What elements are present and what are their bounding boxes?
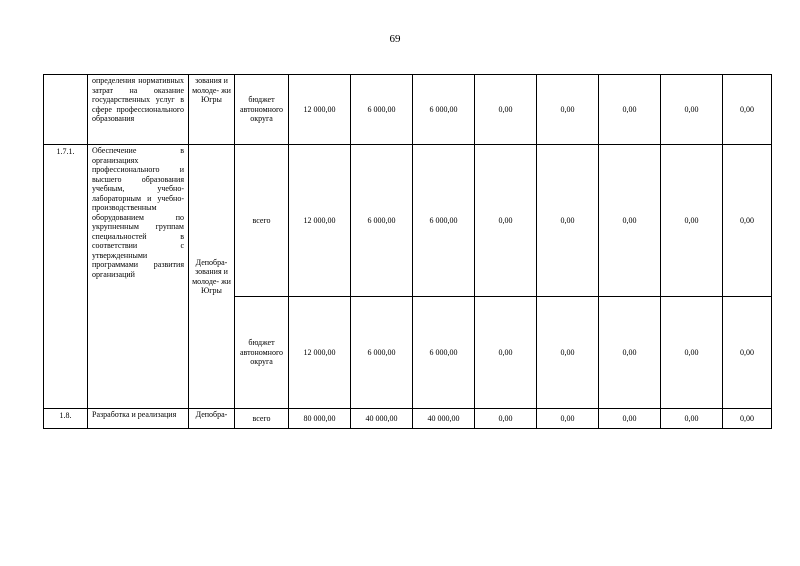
value-cell: 0,00: [537, 145, 599, 297]
value-cell: 6 000,00: [413, 297, 475, 409]
value-cell: 0,00: [599, 75, 661, 145]
value-cell: 0,00: [661, 409, 723, 429]
value-cell: 0,00: [661, 145, 723, 297]
value-cell: 0,00: [475, 297, 537, 409]
value-cell: 40 000,00: [351, 409, 413, 429]
value-cell: 12 000,00: [289, 145, 351, 297]
value-cell: 80 000,00: [289, 409, 351, 429]
value-cell: 0,00: [599, 145, 661, 297]
executor: Депобра- зования и молоде- жи Югры: [189, 145, 235, 409]
value-cell: 6 000,00: [351, 145, 413, 297]
value-cell: 0,00: [599, 409, 661, 429]
value-cell: 0,00: [537, 75, 599, 145]
value-cell: 6 000,00: [351, 297, 413, 409]
executor: Депобра-: [189, 409, 235, 429]
value-cell: 12 000,00: [289, 297, 351, 409]
value-cell: 6 000,00: [413, 145, 475, 297]
value-cell: 12 000,00: [289, 75, 351, 145]
funding-source: всего: [235, 145, 289, 297]
activity-name: определения нормативных затрат на оказание государственных услуг в сфере профессионального образования: [88, 75, 189, 145]
page-number: 69: [389, 33, 401, 45]
funding-source: бюджет автономного округа: [235, 75, 289, 145]
executor: зования и молоде- жи Югры: [189, 75, 235, 145]
value-cell: 6 000,00: [351, 75, 413, 145]
funding-source: бюджет автономного округа: [235, 297, 289, 409]
table-row: [44, 145, 772, 297]
value-cell: 0,00: [475, 145, 537, 297]
activity-name: Обеспечение в организациях профессионального и высшего образования учебным, учебно-лабораторным и учебно-производственным оборудованием по укрупненным группам специальностей в соответствии с утвержденными программами развития организаций: [88, 145, 189, 409]
funding-source: всего: [235, 409, 289, 429]
value-cell: 40 000,00: [413, 409, 475, 429]
value-cell: 0,00: [661, 297, 723, 409]
value-cell: 6 000,00: [413, 75, 475, 145]
table-row: [44, 409, 772, 429]
value-cell: 0,00: [537, 409, 599, 429]
value-cell: 0,00: [723, 409, 772, 429]
value-cell: 0,00: [723, 145, 772, 297]
value-cell: 0,00: [599, 297, 661, 409]
activity-name: Разработка и реализация: [88, 409, 189, 429]
value-cell: 0,00: [723, 75, 772, 145]
value-cell: 0,00: [475, 75, 537, 145]
value-cell: 0,00: [723, 297, 772, 409]
row-number: 1.7.1.: [44, 145, 88, 409]
value-cell: 0,00: [475, 409, 537, 429]
row-number: 1.8.: [44, 409, 88, 429]
row-number: [44, 75, 88, 145]
value-cell: 0,00: [537, 297, 599, 409]
value-cell: 0,00: [661, 75, 723, 145]
budget-table: [43, 74, 772, 429]
table-row: [44, 75, 772, 145]
